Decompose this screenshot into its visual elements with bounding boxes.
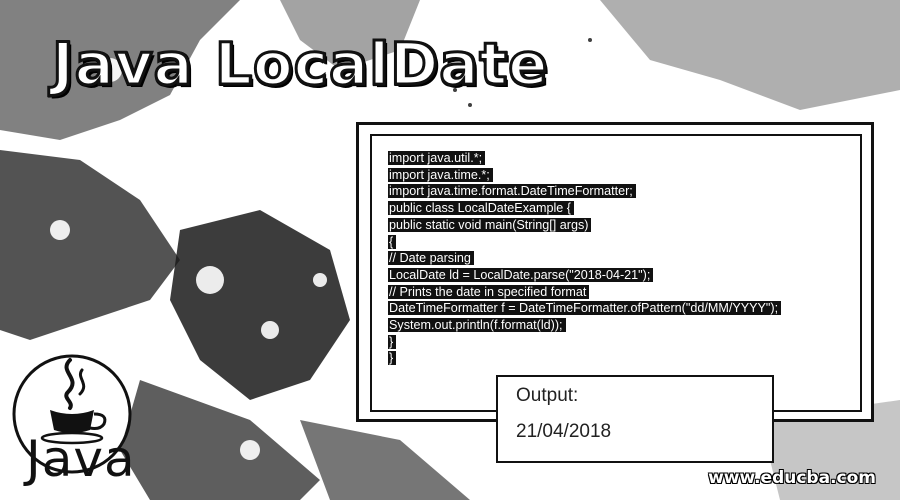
code-block: [388, 150, 781, 367]
code-line: import java.time.format.DateTimeFormatter;: [388, 183, 781, 200]
java-logo-text: Java: [26, 430, 136, 488]
output-label: Output:: [516, 385, 579, 406]
page-title: Java LocalDate: [52, 30, 549, 98]
code-line: // Date parsing: [388, 250, 781, 267]
footer-url: www.educba.com: [708, 468, 876, 488]
code-line: LocalDate ld = LocalDate.parse("2018-04-21");: [388, 267, 781, 284]
code-line: public class LocalDateExample {: [388, 200, 781, 217]
code-line: }: [388, 350, 781, 367]
code-line: import java.util.*;: [388, 150, 781, 167]
code-line: public static void main(String[] args): [388, 217, 781, 234]
code-line: import java.time.*;: [388, 167, 781, 184]
code-line: // Prints the date in specified format: [388, 284, 781, 301]
code-line: }: [388, 334, 781, 351]
output-value: 21/04/2018: [516, 421, 612, 442]
code-line: {: [388, 234, 781, 251]
code-line: DateTimeFormatter f = DateTimeFormatter.ofPattern("dd/MM/YYYY");: [388, 300, 781, 317]
output-box: [496, 375, 774, 463]
code-line: System.out.println(f.format(ld));: [388, 317, 781, 334]
